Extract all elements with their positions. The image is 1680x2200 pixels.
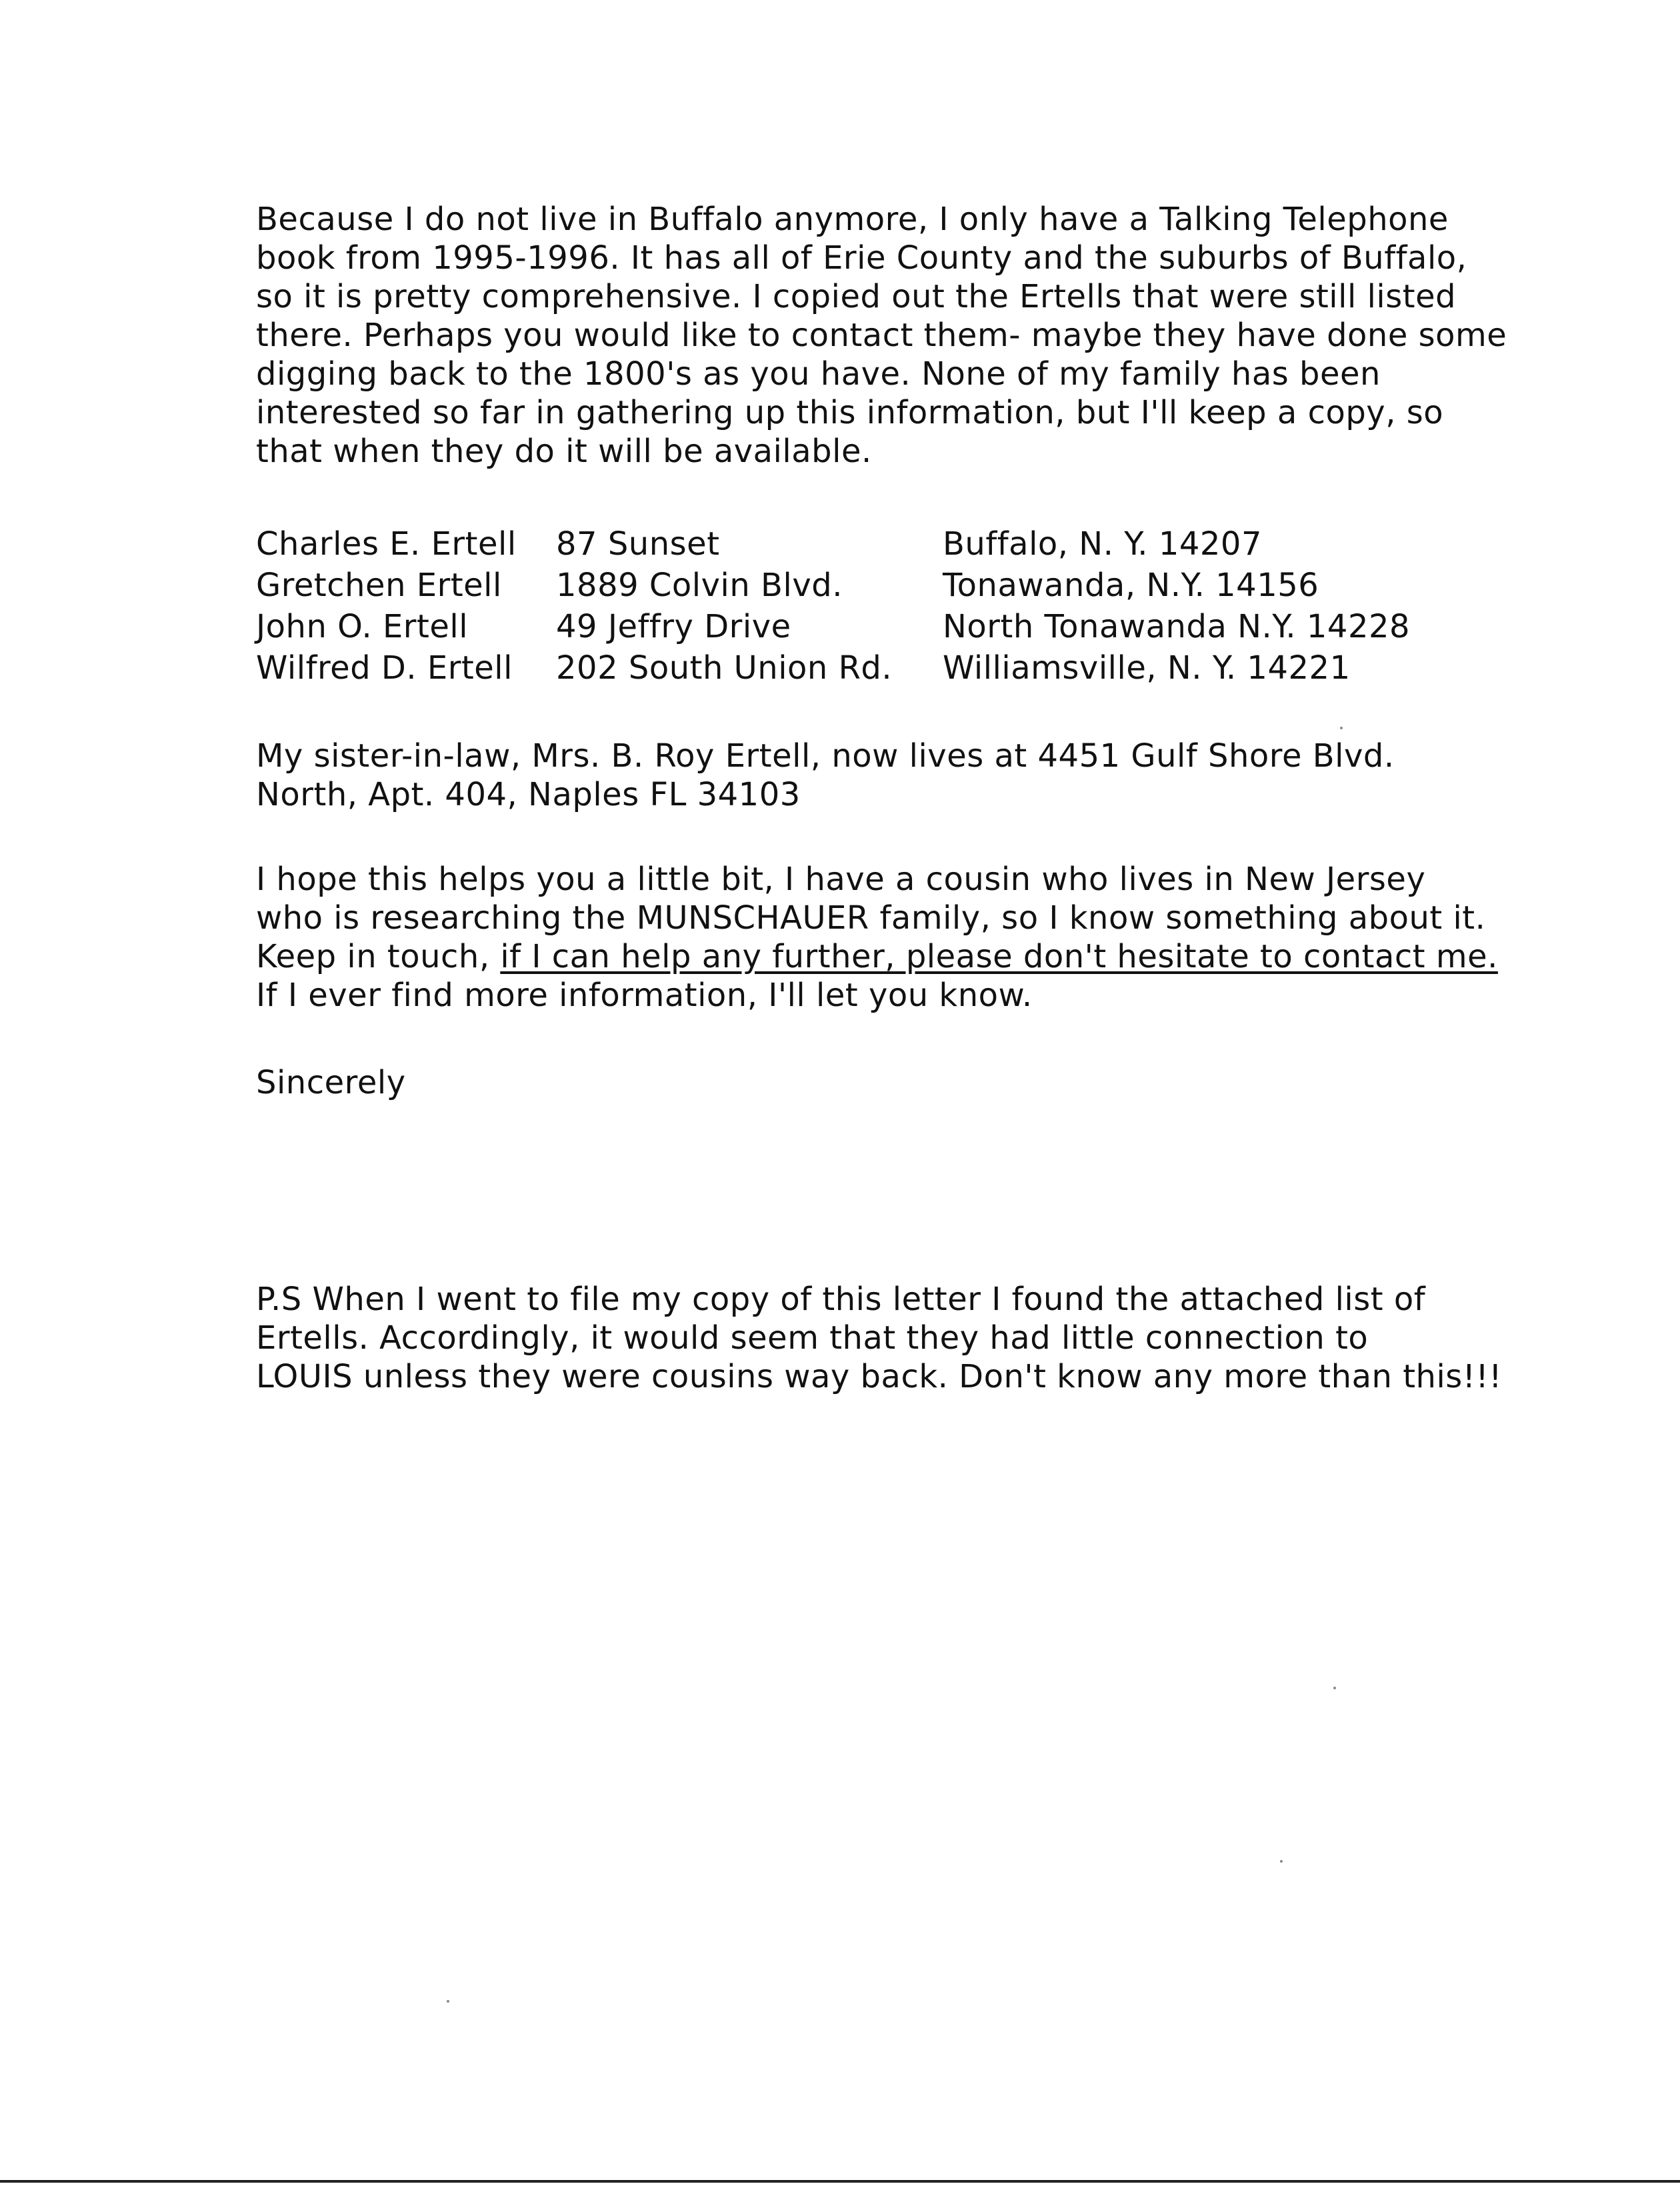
address-name: Charles E. Ertell	[256, 525, 517, 563]
address-row	[256, 606, 1563, 647]
address-street: 49 Jeffry Drive	[556, 608, 791, 645]
address-row	[256, 565, 1563, 606]
postscript-line: Ertells. Accordingly, it would seem that they had little connection to	[256, 1319, 1369, 1357]
scan-speck	[447, 2000, 449, 2003]
address-city: North Tonawanda N.Y. 14228	[943, 608, 1411, 645]
sister-in-law-line: North, Apt. 404, Naples FL 34103	[256, 776, 801, 813]
closing-paragraph	[256, 860, 1563, 1015]
address-name: John O. Ertell	[256, 608, 469, 645]
keep-in-touch-text: Keep in touch,	[256, 938, 501, 975]
address-row	[256, 647, 1563, 689]
address-city: Williamsville, N. Y. 14221	[943, 649, 1351, 687]
intro-line: that when they do it will be available.	[256, 433, 872, 470]
closing-line	[256, 937, 1563, 976]
postscript-paragraph	[256, 1280, 1563, 1396]
address-street: 87 Sunset	[556, 525, 720, 563]
address-row	[256, 523, 1563, 565]
scan-speck	[1333, 1687, 1336, 1689]
intro-paragraph	[256, 200, 1563, 471]
address-city: Tonawanda, N.Y. 14156	[943, 567, 1319, 604]
intro-line: interested so far in gathering up this information, but I'll keep a copy, so	[256, 394, 1444, 431]
address-city: Buffalo, N. Y. 14207	[943, 525, 1263, 563]
scan-speck	[1340, 727, 1343, 729]
scan-speck	[1280, 1860, 1283, 1863]
intro-line: Because I do not live in Buffalo anymore, I only have a Talking Telephone	[256, 201, 1449, 238]
address-name: Wilfred D. Ertell	[256, 649, 513, 687]
intro-line: book from 1995-1996. It has all of Erie County and the suburbs of Buffalo,	[256, 239, 1467, 277]
closing-line: If I ever find more information, I'll let you know.	[256, 977, 1033, 1014]
closing-line: who is researching the MUNSCHAUER family, so I know something about it.	[256, 899, 1486, 937]
underlined-offer-text: if I can help any further, please don't hesitate to contact me.	[500, 938, 1498, 975]
postscript-line: LOUIS unless they were cousins way back. Don't know any more than this!!!	[256, 1358, 1503, 1395]
address-street: 202 South Union Rd.	[556, 649, 893, 687]
sister-in-law-line: My sister-in-law, Mrs. B. Roy Ertell, now lives at 4451 Gulf Shore Blvd.	[256, 737, 1395, 775]
sign-off	[256, 1063, 1563, 1102]
closing-line: I hope this helps you a little bit, I have a cousin who lives in New Jersey	[256, 861, 1426, 898]
intro-line: digging back to the 1800's as you have. None of my family has been	[256, 355, 1381, 393]
intro-line: so it is pretty comprehensive. I copied out the Ertells that were still listed	[256, 278, 1457, 315]
intro-line: there. Perhaps you would like to contact them- maybe they have done some	[256, 317, 1507, 354]
sister-in-law-paragraph	[256, 737, 1563, 814]
postscript-line: P.S When I went to file my copy of this letter I found the attached list of	[256, 1281, 1426, 1318]
sincerely-text: Sincerely	[256, 1064, 406, 1101]
address-street: 1889 Colvin Blvd.	[556, 567, 843, 604]
bottom-edge-line	[0, 2180, 1680, 2183]
address-name: Gretchen Ertell	[256, 567, 502, 604]
address-list	[256, 523, 1563, 689]
